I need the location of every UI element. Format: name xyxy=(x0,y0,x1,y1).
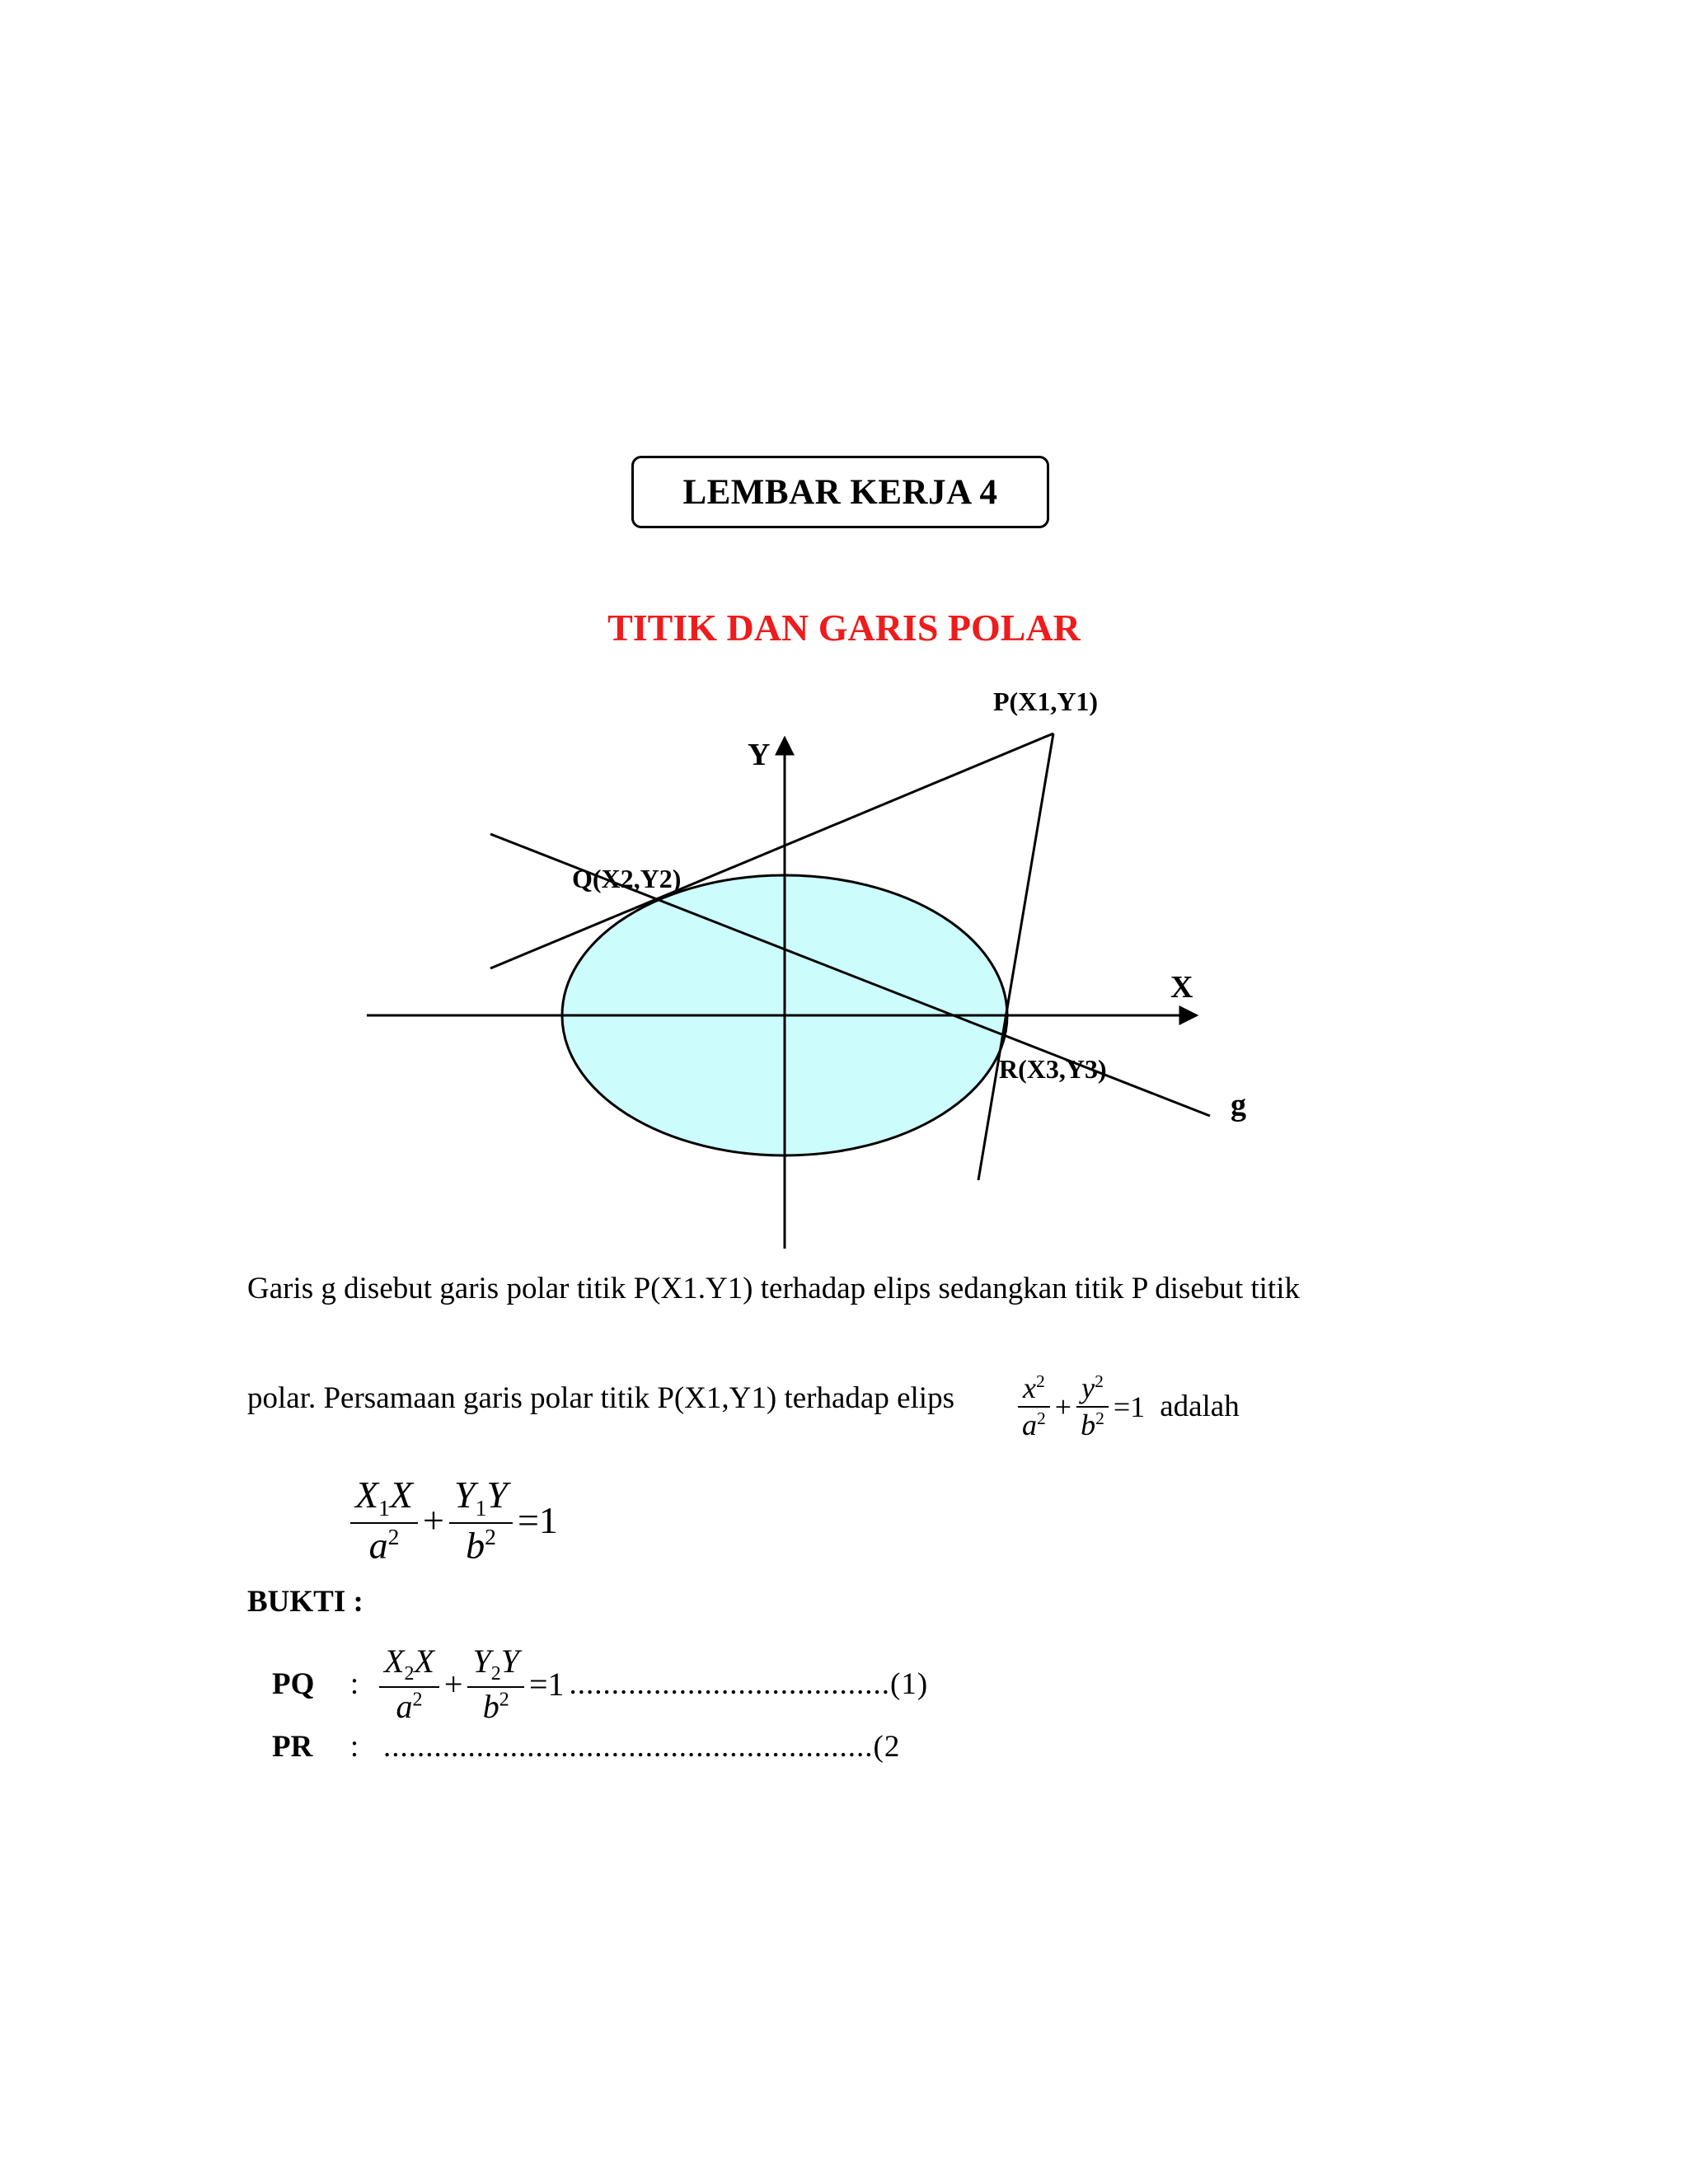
label-line-g: g xyxy=(1231,1088,1246,1122)
paragraph-line-2: polar. Persamaan garis polar titik P(X1,Y1) terhadap elips xyxy=(247,1381,954,1415)
paragraph-line-1: Garis g disebut garis polar titik P(X1.Y1) terhadap elips sedangkan titik P disebut titik xyxy=(247,1272,1300,1305)
tangent-line-pr xyxy=(978,733,1053,1180)
fraction-x1x-over-a: $\frac{X_1X}{a^2}$ xyxy=(350,1475,418,1566)
proof-row-pr: PR : ..........................................................(2 xyxy=(272,1730,901,1764)
label-x-axis: X xyxy=(1170,970,1193,1005)
label-point-q: Q(X2,Y2) xyxy=(572,864,682,893)
fraction-x-over-a: $\frac{x^2}{a^2}$ xyxy=(1018,1372,1050,1441)
pq-equation: $\frac{X_2X}{a^2}$ + $\frac{Y_2Y}{b^2}$ =1 xyxy=(379,1644,570,1724)
worksheet-title-text: LEMBAR KERJA 4 xyxy=(682,472,998,512)
fraction-y-over-b: $\frac{y^2}{b^2}$ xyxy=(1076,1372,1109,1441)
proof-row-pq: PQ : $\frac{X_2X}{a^2}$ + $\frac{Y_2Y}{b^2}$ =1 ......................................(1) xyxy=(272,1643,929,1726)
word-adalah: adalah xyxy=(1160,1390,1240,1424)
label-y-axis: Y xyxy=(748,738,771,772)
pq-dots: ......................................(1) xyxy=(569,1667,929,1702)
fraction-y2y-over-b: $\frac{Y_2Y}{b^2}$ xyxy=(467,1644,524,1724)
fraction-x2x-over-a: $\frac{X_2X}{a^2}$ xyxy=(379,1644,439,1724)
proof-heading: BUKTI : xyxy=(247,1585,363,1619)
label-point-p: P(X1,Y1) xyxy=(993,687,1099,716)
pr-dots: ..........................................................(2 xyxy=(383,1730,901,1764)
ellipse-equation: $\frac{x^2}{a^2}$ + $\frac{y^2}{b^2}$ =1 adalah xyxy=(1018,1372,1240,1441)
pq-label: PQ xyxy=(272,1667,315,1702)
section-subtitle: TITIK DAN GARIS POLAR xyxy=(607,607,1081,649)
polar-line-equation: $\frac{X_1X}{a^2}$ + $\frac{Y_1Y}{b^2}$ =1 xyxy=(350,1475,563,1566)
label-point-r: R(X3,Y3) xyxy=(999,1054,1107,1084)
fraction-y1y-over-b: $\frac{Y_1Y}{b^2}$ xyxy=(449,1475,513,1566)
pr-label: PR xyxy=(272,1730,313,1764)
